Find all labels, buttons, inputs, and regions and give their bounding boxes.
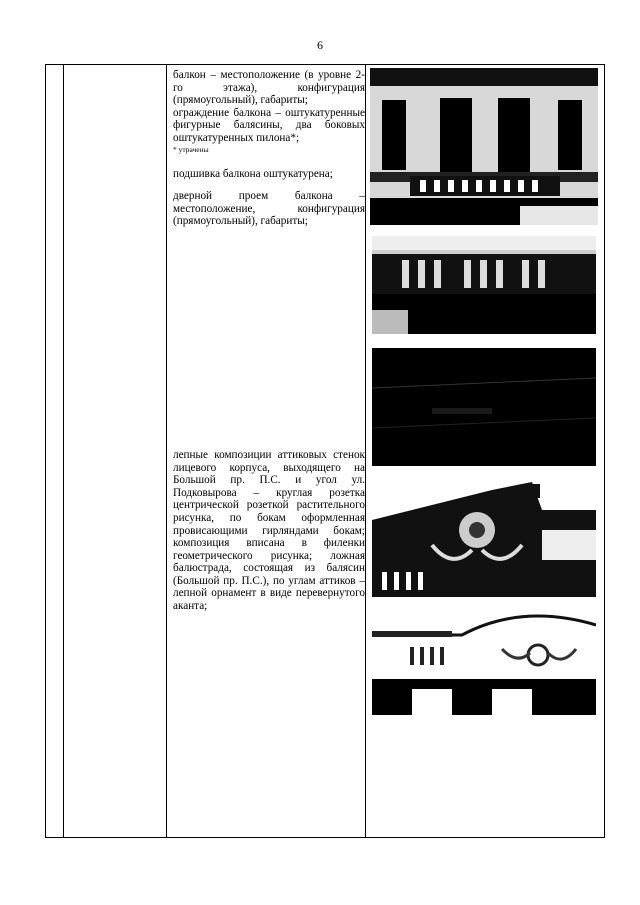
description-cell bbox=[173, 69, 365, 613]
page-number: 6 bbox=[317, 38, 323, 52]
column-divider bbox=[166, 65, 167, 837]
paragraph-soffit: подшивка балкона оштукатурена; bbox=[173, 167, 333, 180]
balcony-soffit-photo bbox=[372, 348, 596, 466]
paragraph-doorway: дверной проем балкона – местоположение, конфигурация (прямоугольный), габариты; bbox=[173, 190, 365, 228]
attic-rosette-photo bbox=[372, 480, 596, 597]
paragraph-balcony: балкон – местоположение (в уровне 2-го этажа), конфигурация (прямоугольный), габариты; bbox=[173, 69, 365, 107]
balcony-balustrade-photo bbox=[372, 236, 596, 334]
paragraph-railing: ограждение балкона – оштукатуренные фигурные балясины, два боковых оштукатуренных пилона*; bbox=[173, 106, 365, 144]
paragraph-attic-ornament: лепные композиции аттиковых стенок лицевого корпуса, выходящего на Большой пр. П.С. и угол ул. Подковырова – круглая розетка центрической розеткой растительного рисунка, по бокам оформленная провисающими гирляндами бокам; композиция вписана в филенки геометрического рисунка; ложная балюстрада, состоящая из балясин (Большой пр. П.С.), по углам аттиков – лепной орнамент в виде перевернутого аканта; bbox=[173, 448, 365, 613]
balcony-facade-photo bbox=[370, 68, 598, 225]
footnote: * утрачены bbox=[173, 144, 209, 154]
attic-garland-photo bbox=[372, 603, 596, 715]
column-divider bbox=[365, 65, 366, 837]
column-divider bbox=[63, 65, 64, 837]
